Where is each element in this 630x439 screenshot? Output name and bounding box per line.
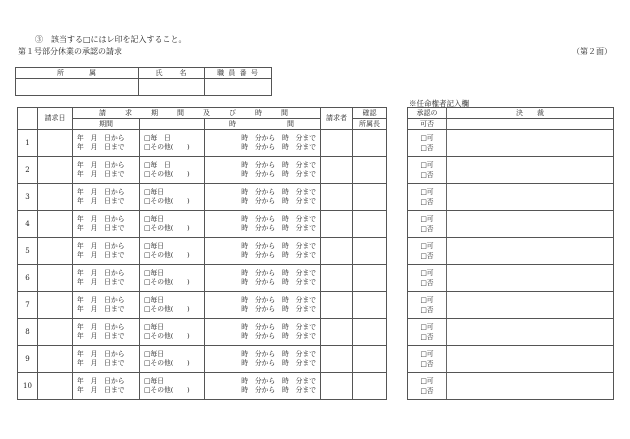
time-range-1: 時 分から 時 分まで xyxy=(241,323,317,331)
row-number: 2 xyxy=(18,157,38,184)
name-field[interactable] xyxy=(139,79,205,96)
header-decision: 決 裁 xyxy=(447,108,614,119)
frequency-field xyxy=(140,265,205,292)
request-date-field[interactable] xyxy=(38,130,73,157)
table-row xyxy=(18,238,387,265)
period-field[interactable] xyxy=(73,238,140,265)
row-number: 3 xyxy=(18,184,38,211)
daily-checkbox[interactable]: □毎日 xyxy=(144,188,165,196)
period-to: 年 月 日まで xyxy=(77,278,125,286)
approve-checkbox[interactable]: □可 xyxy=(420,242,434,250)
time-range-1: 時 分から 時 分まで xyxy=(241,377,317,385)
reject-checkbox[interactable]: □否 xyxy=(420,360,434,368)
header-frequency xyxy=(140,119,205,130)
approval-row xyxy=(408,319,614,346)
frequency-field xyxy=(140,319,205,346)
header-approval-line1: 承認の xyxy=(408,108,447,119)
department-head-field[interactable] xyxy=(353,346,387,373)
header-time-kan: 間 xyxy=(287,119,295,128)
requester-field[interactable] xyxy=(321,211,353,238)
period-from: 年 月 日から xyxy=(77,350,125,358)
table-row xyxy=(18,130,387,157)
decision-field[interactable] xyxy=(447,211,614,238)
requester-field[interactable] xyxy=(321,265,353,292)
time-field[interactable] xyxy=(205,130,321,157)
header-employee-number: 職 員 番 号 xyxy=(205,68,272,79)
requester-field[interactable] xyxy=(321,319,353,346)
header-period: 期間 xyxy=(73,119,140,130)
period-to: 年 月 日まで xyxy=(77,359,125,367)
other-checkbox[interactable]: □その他( ) xyxy=(144,251,190,259)
approval-row xyxy=(408,184,614,211)
approval-row xyxy=(408,265,614,292)
header-period-and-time: 請 求 期 間 及 び 時 間 xyxy=(73,108,321,119)
request-date-field[interactable] xyxy=(38,373,73,400)
header-decision-blank xyxy=(447,119,614,130)
period-to: 年 月 日まで xyxy=(77,386,125,394)
other-checkbox[interactable]: □その他( ) xyxy=(144,197,190,205)
daily-checkbox[interactable]: □毎 日 xyxy=(144,161,171,169)
form-title: 第１号部分休業の承認の請求 xyxy=(18,47,122,56)
requester-field[interactable] xyxy=(321,346,353,373)
decision-field[interactable] xyxy=(447,292,614,319)
reject-checkbox[interactable]: □否 xyxy=(420,387,434,395)
header-name: 氏 名 xyxy=(139,68,205,79)
decision-field[interactable] xyxy=(447,265,614,292)
table-row xyxy=(18,373,387,400)
period-to: 年 月 日まで xyxy=(77,251,125,259)
time-field[interactable] xyxy=(205,238,321,265)
other-checkbox[interactable]: □その他( ) xyxy=(144,224,190,232)
frequency-field xyxy=(140,238,205,265)
period-field[interactable] xyxy=(73,265,140,292)
period-from: 年 月 日から xyxy=(77,215,125,223)
other-checkbox[interactable]: □その他( ) xyxy=(144,143,190,151)
period-to: 年 月 日まで xyxy=(77,224,125,232)
header-approval-line2: 可否 xyxy=(408,119,447,130)
daily-checkbox[interactable]: □毎日 xyxy=(144,242,165,250)
time-range-1: 時 分から 時 分まで xyxy=(241,269,317,277)
employee-number-field[interactable] xyxy=(205,79,272,96)
table-row xyxy=(18,265,387,292)
appointer-section-caption: ※任命権者記入欄 xyxy=(409,99,469,108)
period-from: 年 月 日から xyxy=(77,296,125,304)
department-head-field[interactable] xyxy=(353,157,387,184)
request-date-field[interactable] xyxy=(38,346,73,373)
time-range-1: 時 分から 時 分まで xyxy=(241,296,317,304)
request-date-field[interactable] xyxy=(38,319,73,346)
approve-checkbox[interactable]: □可 xyxy=(420,134,434,142)
approval-row xyxy=(408,211,614,238)
request-date-field[interactable] xyxy=(38,292,73,319)
request-date-field[interactable] xyxy=(38,265,73,292)
decision-field[interactable] xyxy=(447,157,614,184)
frequency-field xyxy=(140,373,205,400)
header-time xyxy=(205,119,321,130)
approval-options xyxy=(408,238,447,265)
approve-checkbox[interactable]: □可 xyxy=(420,188,434,196)
row-number: 9 xyxy=(18,346,38,373)
department-head-field[interactable] xyxy=(353,292,387,319)
department-head-field[interactable] xyxy=(353,265,387,292)
other-checkbox[interactable]: □その他( ) xyxy=(144,386,190,394)
time-range-1: 時 分から 時 分まで xyxy=(241,350,317,358)
row-number: 5 xyxy=(18,238,38,265)
time-range-2: 時 分から 時 分まで xyxy=(241,278,317,286)
request-table xyxy=(17,107,387,400)
time-range-2: 時 分から 時 分まで xyxy=(241,359,317,367)
period-field[interactable] xyxy=(73,211,140,238)
affiliation-field[interactable] xyxy=(16,79,139,96)
time-range-2: 時 分から 時 分まで xyxy=(241,224,317,232)
approval-options xyxy=(408,373,447,400)
approval-options xyxy=(408,184,447,211)
approval-row xyxy=(408,130,614,157)
approval-row xyxy=(408,292,614,319)
approval-options xyxy=(408,130,447,157)
frequency-field xyxy=(140,130,205,157)
period-field[interactable] xyxy=(73,373,140,400)
frequency-field xyxy=(140,157,205,184)
period-from: 年 月 日から xyxy=(77,242,125,250)
approval-row xyxy=(408,373,614,400)
header-confirmation: 確認 xyxy=(353,108,387,119)
request-date-field[interactable] xyxy=(38,238,73,265)
time-field[interactable] xyxy=(205,292,321,319)
time-field[interactable] xyxy=(205,157,321,184)
approve-checkbox[interactable]: □可 xyxy=(420,323,434,331)
header-row-number xyxy=(18,108,38,130)
time-field[interactable] xyxy=(205,211,321,238)
decision-field[interactable] xyxy=(447,346,614,373)
time-range-2: 時 分から 時 分まで xyxy=(241,305,317,313)
time-range-1: 時 分から 時 分まで xyxy=(241,161,317,169)
header-time-ji: 時 xyxy=(229,119,236,128)
reject-checkbox[interactable]: □否 xyxy=(420,333,434,341)
reject-checkbox[interactable]: □否 xyxy=(420,306,434,314)
table-row xyxy=(18,211,387,238)
time-field[interactable] xyxy=(205,184,321,211)
time-range-2: 時 分から 時 分まで xyxy=(241,332,317,340)
approval-row xyxy=(408,238,614,265)
time-range-2: 時 分から 時 分まで xyxy=(241,386,317,394)
row-number: 7 xyxy=(18,292,38,319)
department-head-field[interactable] xyxy=(353,373,387,400)
reject-checkbox[interactable]: □否 xyxy=(420,279,434,287)
approval-options xyxy=(408,346,447,373)
time-range-1: 時 分から 時 分まで xyxy=(241,134,317,142)
period-from: 年 月 日から xyxy=(77,377,125,385)
frequency-field xyxy=(140,292,205,319)
daily-checkbox[interactable]: □毎日 xyxy=(144,215,165,223)
approve-checkbox[interactable]: □可 xyxy=(420,269,434,277)
period-from: 年 月 日から xyxy=(77,269,125,277)
reject-checkbox[interactable]: □否 xyxy=(420,171,434,179)
reject-checkbox[interactable]: □否 xyxy=(420,225,434,233)
header-requester: 請求者 xyxy=(321,108,353,130)
reject-checkbox[interactable]: □否 xyxy=(420,252,434,260)
time-range-1: 時 分から 時 分まで xyxy=(241,242,317,250)
table-row xyxy=(18,346,387,373)
request-date-field[interactable] xyxy=(38,184,73,211)
period-from: 年 月 日から xyxy=(77,188,125,196)
time-range-1: 時 分から 時 分まで xyxy=(241,188,317,196)
period-from: 年 月 日から xyxy=(77,161,125,169)
approval-options xyxy=(408,292,447,319)
header-request-date: 請求日 xyxy=(38,108,73,130)
decision-field[interactable] xyxy=(447,373,614,400)
daily-checkbox[interactable]: □毎日 xyxy=(144,323,165,331)
approval-row xyxy=(408,346,614,373)
department-head-field[interactable] xyxy=(353,211,387,238)
time-field[interactable] xyxy=(205,265,321,292)
approval-table xyxy=(407,107,614,400)
instruction-note: ③ 該当する□にはレ印を記入すること。 xyxy=(35,35,187,44)
daily-checkbox[interactable]: □毎 日 xyxy=(144,134,171,142)
row-number: 10 xyxy=(18,373,38,400)
request-date-field[interactable] xyxy=(38,157,73,184)
time-range-2: 時 分から 時 分まで xyxy=(241,197,317,205)
table-row xyxy=(18,292,387,319)
request-date-field[interactable] xyxy=(38,211,73,238)
table-row xyxy=(18,184,387,211)
period-from: 年 月 日から xyxy=(77,323,125,331)
reject-checkbox[interactable]: □否 xyxy=(420,198,434,206)
other-checkbox[interactable]: □その他( ) xyxy=(144,359,190,367)
period-field[interactable] xyxy=(73,130,140,157)
period-field[interactable] xyxy=(73,184,140,211)
time-field[interactable] xyxy=(205,373,321,400)
requester-field[interactable] xyxy=(321,292,353,319)
time-field[interactable] xyxy=(205,346,321,373)
reject-checkbox[interactable]: □否 xyxy=(420,144,434,152)
period-from: 年 月 日から xyxy=(77,134,125,142)
daily-checkbox[interactable]: □毎日 xyxy=(144,269,165,277)
decision-field[interactable] xyxy=(447,184,614,211)
approval-row xyxy=(408,157,614,184)
header-department-head: 所属長 xyxy=(353,119,387,130)
period-field[interactable] xyxy=(73,346,140,373)
table-row xyxy=(18,319,387,346)
row-number: 8 xyxy=(18,319,38,346)
daily-checkbox[interactable]: □毎日 xyxy=(144,377,165,385)
daily-checkbox[interactable]: □毎日 xyxy=(144,350,165,358)
department-head-field[interactable] xyxy=(353,319,387,346)
time-range-2: 時 分から 時 分まで xyxy=(241,143,317,151)
daily-checkbox[interactable]: □毎日 xyxy=(144,296,165,304)
requester-field[interactable] xyxy=(321,130,353,157)
approve-checkbox[interactable]: □可 xyxy=(420,350,434,358)
department-head-field[interactable] xyxy=(353,130,387,157)
frequency-field xyxy=(140,184,205,211)
approval-options xyxy=(408,319,447,346)
period-to: 年 月 日まで xyxy=(77,332,125,340)
period-to: 年 月 日まで xyxy=(77,197,125,205)
row-number: 4 xyxy=(18,211,38,238)
requester-field[interactable] xyxy=(321,238,353,265)
requester-field[interactable] xyxy=(321,373,353,400)
period-field[interactable] xyxy=(73,319,140,346)
approve-checkbox[interactable]: □可 xyxy=(420,161,434,169)
decision-field[interactable] xyxy=(447,130,614,157)
header-affiliation: 所 属 xyxy=(16,68,139,79)
time-range-2: 時 分から 時 分まで xyxy=(241,170,317,178)
decision-field[interactable] xyxy=(447,238,614,265)
other-checkbox[interactable]: □その他( ) xyxy=(144,278,190,286)
period-to: 年 月 日まで xyxy=(77,170,125,178)
approval-options xyxy=(408,157,447,184)
department-head-field[interactable] xyxy=(353,184,387,211)
requester-field[interactable] xyxy=(321,184,353,211)
decision-field[interactable] xyxy=(447,319,614,346)
approve-checkbox[interactable]: □可 xyxy=(420,215,434,223)
requester-field[interactable] xyxy=(321,157,353,184)
frequency-field xyxy=(140,346,205,373)
other-checkbox[interactable]: □その他( ) xyxy=(144,305,190,313)
table-row xyxy=(18,157,387,184)
other-checkbox[interactable]: □その他( ) xyxy=(144,332,190,340)
time-field[interactable] xyxy=(205,319,321,346)
approval-options xyxy=(408,265,447,292)
approve-checkbox[interactable]: □可 xyxy=(420,377,434,385)
approve-checkbox[interactable]: □可 xyxy=(420,296,434,304)
frequency-field xyxy=(140,211,205,238)
other-checkbox[interactable]: □その他( ) xyxy=(144,170,190,178)
approval-options xyxy=(408,211,447,238)
applicant-info-table xyxy=(15,67,272,96)
department-head-field[interactable] xyxy=(353,238,387,265)
page-label: （第２面） xyxy=(572,47,612,56)
row-number: 6 xyxy=(18,265,38,292)
time-range-1: 時 分から 時 分まで xyxy=(241,215,317,223)
period-field[interactable] xyxy=(73,157,140,184)
time-range-2: 時 分から 時 分まで xyxy=(241,251,317,259)
period-to: 年 月 日まで xyxy=(77,305,125,313)
row-number: 1 xyxy=(18,130,38,157)
period-field[interactable] xyxy=(73,292,140,319)
period-to: 年 月 日まで xyxy=(77,143,125,151)
